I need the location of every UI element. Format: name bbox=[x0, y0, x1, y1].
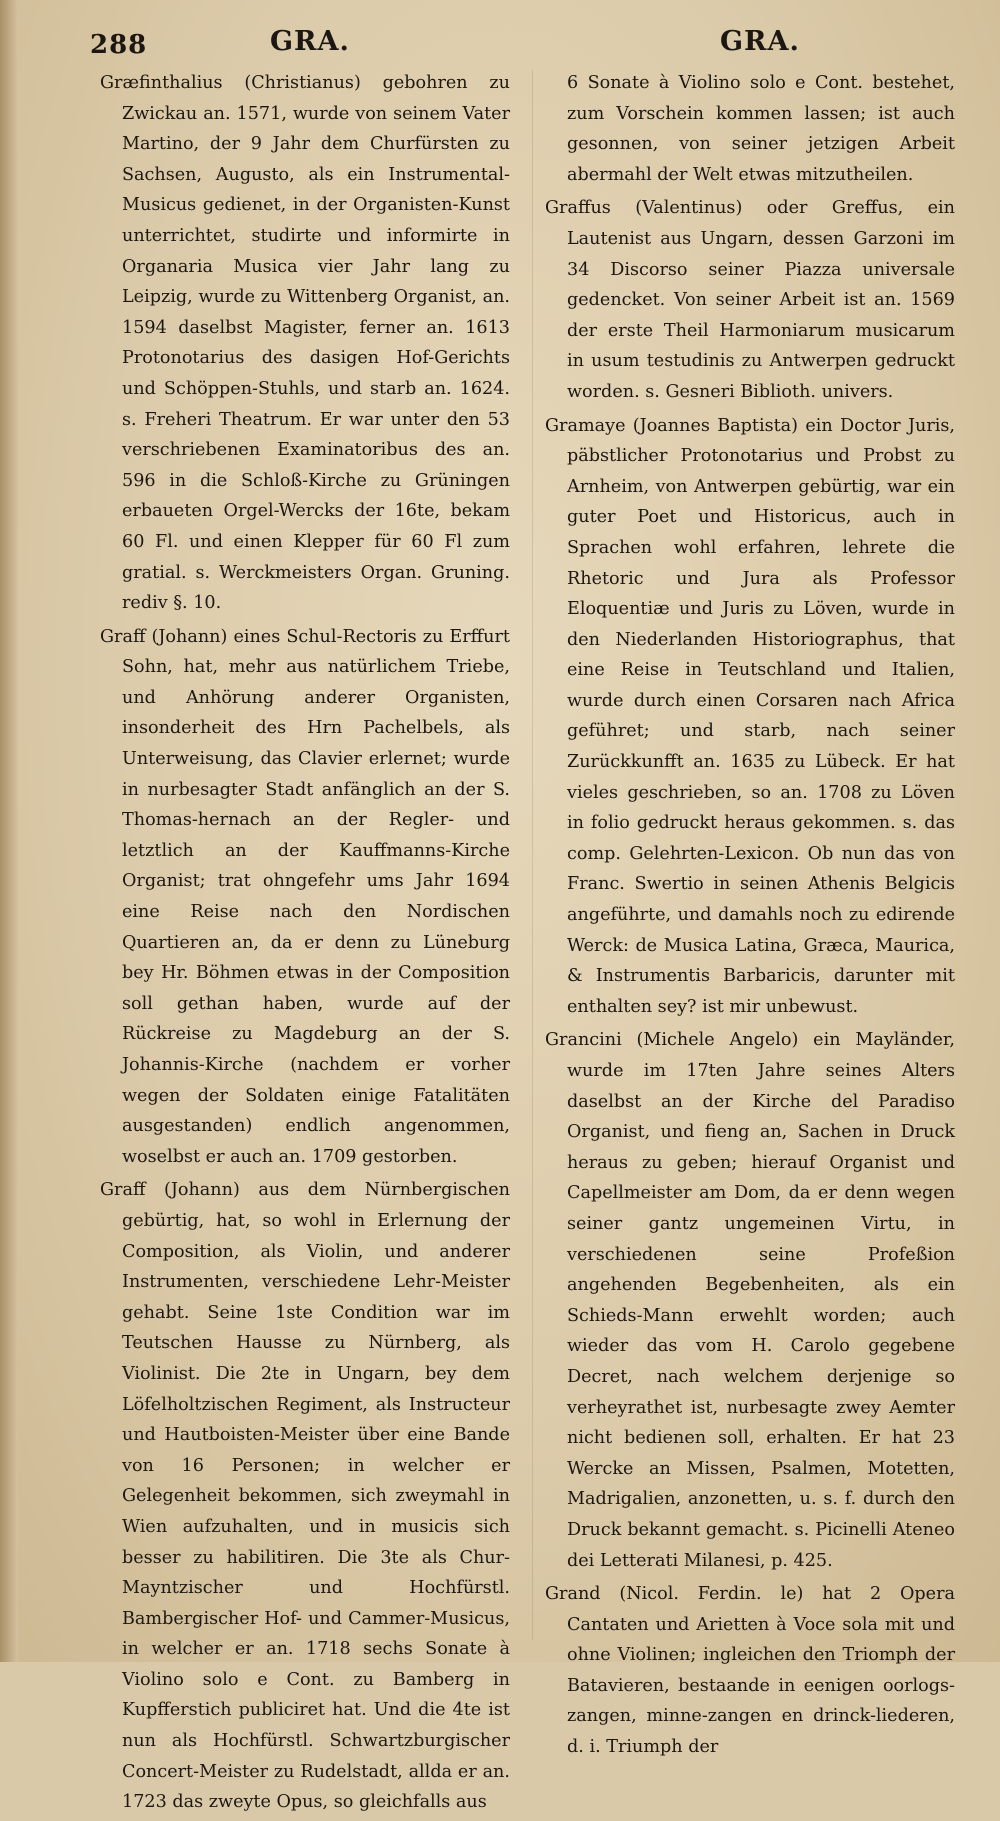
header-right-title: GRA. bbox=[720, 26, 800, 57]
entry-graffus: Graffus (Valentinus) oder Greffus, ein Lautenist aus Ungarn, dessen Garzoni im 34 Discorso seiner Piazza universale gedencket. Von seiner Arbeit ist an. 1569 der erste Theil Harmoniarum musicarum in usum testudinis zu Antwerpen gedruckt worden. s. Gesneri Biblioth. univers. bbox=[545, 198, 955, 402]
page-number: 288 bbox=[90, 30, 148, 60]
entry-grancini: Grancini (Michele Angelo) ein Mayländer, wurde im 17ten Jahre seines Alters daselbst an der Kirche del Paradiso Organist, und fieng an, Sachen in Druck heraus zu geben; hierauf Organist und Capellmeister am Dom, da er denn wegen seiner gantz ungemeinen Virtu, in verschiedenen seine Profeßion angehenden Begebenheiten, als ein Schieds-Mann erwehlt worden; auch wieder das vom H. Carolo gegebene Decret, nach welchem derjenige so verheyrathet ist, nurbesagte zwey Aemter nicht bedienen soll, erhalten. Er hat 23 Wercke an Missen, Psalmen, Motetten, Madrigalien, anzonetten, u. s. f. durch den Druck bekannt gemacht. s. Picinelli Ateneo dei Letterati Milanesi, p. 425. bbox=[545, 1030, 955, 1571]
left-column bbox=[100, 68, 510, 1821]
entry-gramaye: Gramaye (Joannes Baptista) ein Doctor Juris, päbstlicher Protonotarius und Probst zu Arnheim, von Antwerpen gebürtig, war ein guter Poet und Historicus, auch in Sprachen wohl erfahren, lehrete die Rhetoric und Jura als Professor Eloquentiæ und Juris zu Löven, wurde in den Niederlanden Historiographus, that eine Reise in Teutschland und Italien, wurde durch einen Corsaren nach Africa geführet; und starb, nach seiner Zurückkunfft an. 1635 zu Lübeck. Er hat vieles geschrieben, so an. 1708 zu Löven in folio gedruckt heraus gekommen. s. das comp. Gelehrten-Lexicon. Ob nun das von Franc. Swertio in seinen Athenis Belgicis angeführte, und damahls noch zu edirende Werck: de Musica Latina, Græca, Maurica, & Instrumentis Barbaricis, darunter mit enthalten sey? ist mir unbewust. bbox=[545, 415, 955, 1017]
entry-graff-johann-nuernberg: Graff (Johann) aus dem Nürnbergischen gebürtig, hat, so wohl in Erlernung der Composition, als Violin, und anderer Instrumenten, verschiedene Lehr-Meister gehabt. Seine 1ste Condition war im Teutschen Hausse zu Nürnberg, als Violinist. Die 2te in Ungarn, bey dem Löfelholtzischen Regiment, als Instructeur und Hautboisten-Meister über eine Bande von 16 Personen; in welcher er Gelegenheit bekommen, sich zweymahl in Wien aufzuhalten, und in musicis sich besser zu habilitiren. Die 3te als Chur-Mayntzischer und Hochfürstl. Bambergischer Hof- und Cammer-Musicus, in welcher er an. 1718 sechs Sonate à Violino solo e Cont. zu Bamberg in Kupfferstich publiciret hat. Und die 4te ist nun als Hochfürstl. Schwartzburgischer Concert-Meister zu Rudelstadt, allda er an. 1723 das zweyte Opus, so gleichfalls aus bbox=[100, 1180, 510, 1813]
right-column bbox=[545, 68, 955, 1766]
text-columns bbox=[90, 68, 970, 1813]
entry-continuation: 6 Sonate à Violino solo e Cont. bestehet, zum Vorschein kommen lassen; ist auch gesonnen, von seiner jetzigen Arbeit abermahl der Welt etwas mitzutheilen. bbox=[567, 73, 955, 185]
entry-graff-johann-erfurt: Graff (Johann) eines Schul-Rectoris zu Erffurt Sohn, hat, mehr aus natürlichem Triebe, und Anhörung anderer Organisten, insonderheit des Hrn Pachelbels, als Unterweisung, das Clavier erlernet; wurde in nurbesagter Stadt anfänglich an der S. Thomas-hernach an der Regler- und letztlich an der Kauffmanns-Kirche Organist; trat ohngefehr ums Jahr 1694 eine Reise nach den Nordischen Quartieren an, da er denn zu Lüneburg bey Hr. Böhmen etwas in der Composition soll gethan haben, wurde auf der Rückreise zu Magdeburg an der S. Johannis-Kirche (nachdem er vorher wegen der Soldaten einige Fatalitäten ausgestanden) endlich angenommen, woselbst er auch an. 1709 gestorben. bbox=[100, 626, 510, 1167]
running-header bbox=[90, 26, 940, 66]
header-left-title: GRA. bbox=[270, 26, 350, 57]
page-edge bbox=[0, 0, 18, 1662]
entry-graefinthalius: Græfinthalius (Christianus) gebohren zu Zwickau an. 1571, wurde von seinem Vater Martino, der 9 Jahr dem Churfürsten zu Sachsen, Augusto, als ein Instrumental-Musicus gedienet, in der Organisten-Kunst unterrichtet, studirte und informirte in Organaria Musica vier Jahr lang zu Leipzig, wurde zu Wittenberg Organist, an. 1594 daselbst Magister, ferner an. 1613 Protonotarius des dasigen Hof-Gerichts und Schöppen-Stuhls, und starb an. 1624. s. Freheri Theatrum. Er war unter den 53 verschriebenen Examinatoribus des an. 596 in die Schloß-Kirche zu Grüningen erbaueten Orgel-Wercks der 16te, bekam 60 Fl. und einen Klepper für 60 Fl zum gratial. s. Werckmeisters Organ. Gruning. rediv §. 10. bbox=[100, 73, 510, 614]
entry-grand: Grand (Nicol. Ferdin. le) hat 2 Opera Cantaten und Arietten à Voce sola mit und ohne Violinen; ingleichen den Triomph der Batavieren, bestaande in eenigen oorlogs-zangen, minne-zangen en drinck-liederen, d. i. Triumph der bbox=[545, 1584, 955, 1758]
